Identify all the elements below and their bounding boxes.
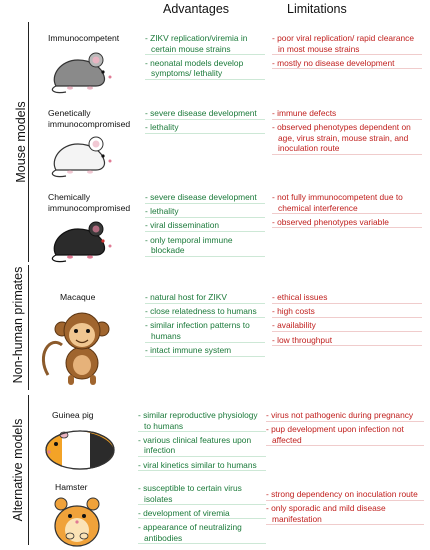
advantage-item: - viral dissemination bbox=[145, 220, 265, 232]
limitation-item: - immune defects bbox=[272, 108, 422, 120]
limitation-item: - observed phenotypes variable bbox=[272, 217, 422, 229]
alt-section-bar bbox=[28, 395, 29, 545]
limitation-item: - not fully immunocompetent due to chemical interference bbox=[272, 192, 422, 214]
section-alt-label: Alternative models bbox=[11, 418, 25, 522]
limitation-item: - virus not pathogenic during pregnancy bbox=[266, 410, 424, 422]
advantages-header: Advantages bbox=[163, 2, 230, 16]
row-label-immunocompetent: Immunocompetent bbox=[48, 33, 120, 43]
section-mouse-label: Mouse models bbox=[14, 101, 28, 183]
row-label-chemically-immunocompromised: Chemically immunocompromised bbox=[48, 192, 131, 213]
limitations-header: Limitations bbox=[287, 2, 347, 16]
advantage-item: - various clinical features upon infection bbox=[138, 435, 266, 457]
advantages-guinea-pig bbox=[138, 410, 266, 474]
advantages-immunocompetent bbox=[145, 33, 265, 83]
advantage-item: - similar reproductive physiology to humans bbox=[138, 410, 266, 432]
advantage-item: - susceptible to certain virus isolates bbox=[138, 483, 266, 505]
limitation-item: - mostly no disease development bbox=[272, 58, 422, 70]
nhp-section-bar bbox=[28, 265, 29, 390]
advantage-item: - severe disease development bbox=[145, 192, 265, 204]
limitations-hamster bbox=[266, 489, 424, 528]
mouse-black-icon bbox=[48, 215, 116, 265]
advantage-item: - lethality bbox=[145, 206, 265, 218]
limitation-item: - pup development upon infection not affected bbox=[266, 424, 424, 446]
advantages-macaque bbox=[145, 292, 265, 359]
row-label-guinea-pig: Guinea pig bbox=[52, 410, 94, 420]
limitation-item: - low throughput bbox=[272, 335, 422, 347]
advantages-genetically-immunocompromised bbox=[145, 108, 265, 136]
limitation-item: - availability bbox=[272, 320, 422, 332]
advantage-item: - severe disease development bbox=[145, 108, 265, 120]
mouse-section-bar bbox=[28, 22, 29, 262]
limitation-item: - high costs bbox=[272, 306, 422, 318]
advantage-item: - lethality bbox=[145, 122, 265, 134]
limitations-genetically-immunocompromised bbox=[272, 108, 422, 158]
limitation-item: - ethical issues bbox=[272, 292, 422, 304]
mouse-white-icon bbox=[48, 130, 116, 180]
limitations-macaque bbox=[272, 292, 422, 349]
advantage-item: - appearance of neutralizing antibodies bbox=[138, 522, 266, 544]
advantage-item: - natural host for ZIKV bbox=[145, 292, 265, 304]
advantage-item: - intact immune system bbox=[145, 345, 265, 357]
advantages-chemically-immunocompromised bbox=[145, 192, 265, 259]
macaque-icon bbox=[36, 305, 128, 387]
limitation-item: - observed phenotypes dependent on age, virus strain, mouse strain, and inoculation route bbox=[272, 122, 422, 155]
advantage-item: - similar infection patterns to humans bbox=[145, 320, 265, 342]
limitations-chemically-immunocompromised bbox=[272, 192, 422, 231]
limitations-guinea-pig bbox=[266, 410, 424, 449]
mouse-gray-icon bbox=[48, 46, 116, 96]
advantage-item: - only temporal immune blockade bbox=[145, 235, 265, 257]
advantage-item: - development of viremia bbox=[138, 508, 266, 520]
guinea-pig-icon bbox=[40, 422, 120, 472]
advantage-item: - ZIKV replication/viremia in certain mouse strains bbox=[145, 33, 265, 55]
limitation-item: - only sporadic and mild disease manifestation bbox=[266, 503, 424, 525]
row-label-macaque: Macaque bbox=[60, 292, 96, 302]
advantages-hamster bbox=[138, 483, 266, 547]
section-nhp-label: Non-human primates bbox=[11, 266, 25, 384]
advantage-item: - viral kinetics similar to humans bbox=[138, 460, 266, 472]
limitation-item: - poor viral replication/ rapid clearance in most mouse strains bbox=[272, 33, 422, 55]
hamster-icon bbox=[48, 492, 106, 548]
row-label-genetically-immunocompromised: Genetically immunocompromised bbox=[48, 108, 131, 129]
advantage-item: - neonatal models develop symptoms/ lethality bbox=[145, 58, 265, 80]
row-label-hamster: Hamster bbox=[55, 482, 88, 492]
limitation-item: - strong dependency on inoculation route bbox=[266, 489, 424, 501]
limitations-immunocompetent bbox=[272, 33, 422, 72]
advantage-item: - close relatedness to humans bbox=[145, 306, 265, 318]
